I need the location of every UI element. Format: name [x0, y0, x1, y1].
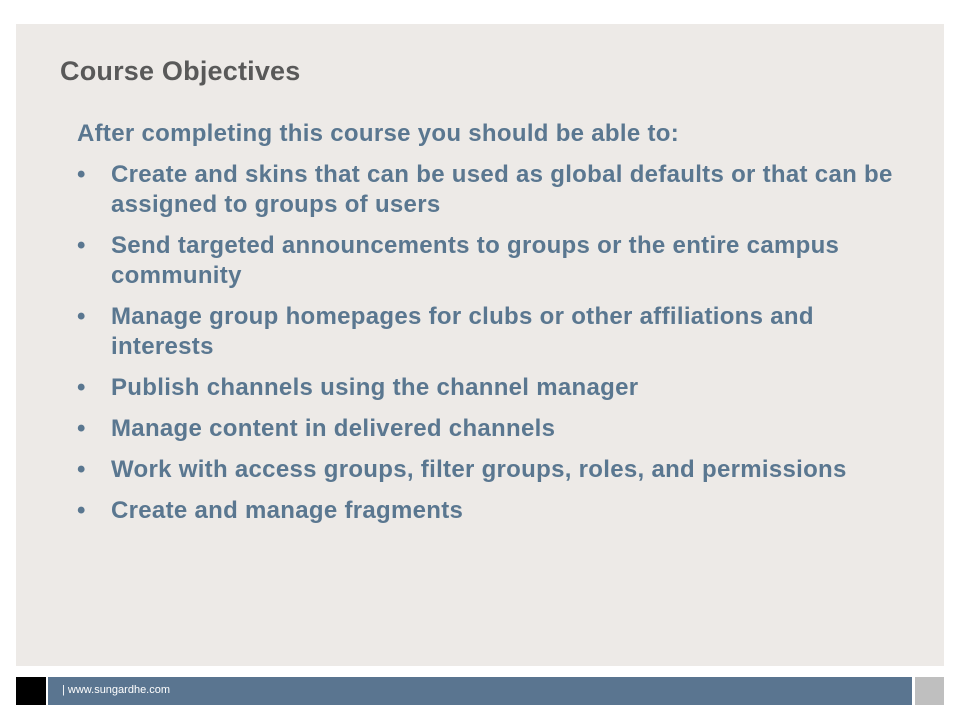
bullet-icon: • — [77, 303, 86, 330]
bullet-icon: • — [77, 232, 86, 259]
objective-text: Work with access groups, filter groups, roles, and permissions — [111, 456, 847, 483]
objective-item — [77, 160, 897, 220]
footer-url: | www.sungardhe.com — [62, 684, 171, 696]
intro-text: After completing this course you should be able to: — [77, 120, 680, 147]
bullet-icon: • — [77, 456, 86, 483]
objective-text: Manage group homepages for clubs or other affiliations and interests — [111, 303, 814, 360]
objectives-list — [77, 160, 897, 537]
objective-item — [77, 302, 897, 362]
bullet-icon: • — [77, 415, 86, 442]
objective-text: Publish channels using the channel manager — [111, 374, 639, 401]
bullet-icon: • — [77, 161, 86, 188]
footer-left-block — [16, 677, 46, 705]
objective-text: Manage content in delivered channels — [111, 415, 556, 442]
objective-item — [77, 496, 897, 526]
objective-item — [77, 455, 897, 485]
footer-bar — [48, 677, 912, 705]
objective-item — [77, 373, 897, 403]
footer-right-block — [915, 677, 944, 705]
bullet-icon: • — [77, 497, 86, 524]
slide-title: Course Objectives — [60, 56, 301, 86]
bullet-icon: • — [77, 374, 86, 401]
objective-text: Send targeted announcements to groups or the entire campus community — [111, 232, 840, 289]
objective-text: Create and skins that can be used as global defaults or that can be assigned to groups of users — [111, 161, 893, 218]
objective-item — [77, 231, 897, 291]
objective-text: Create and manage fragments — [111, 497, 464, 524]
objective-item — [77, 414, 897, 444]
